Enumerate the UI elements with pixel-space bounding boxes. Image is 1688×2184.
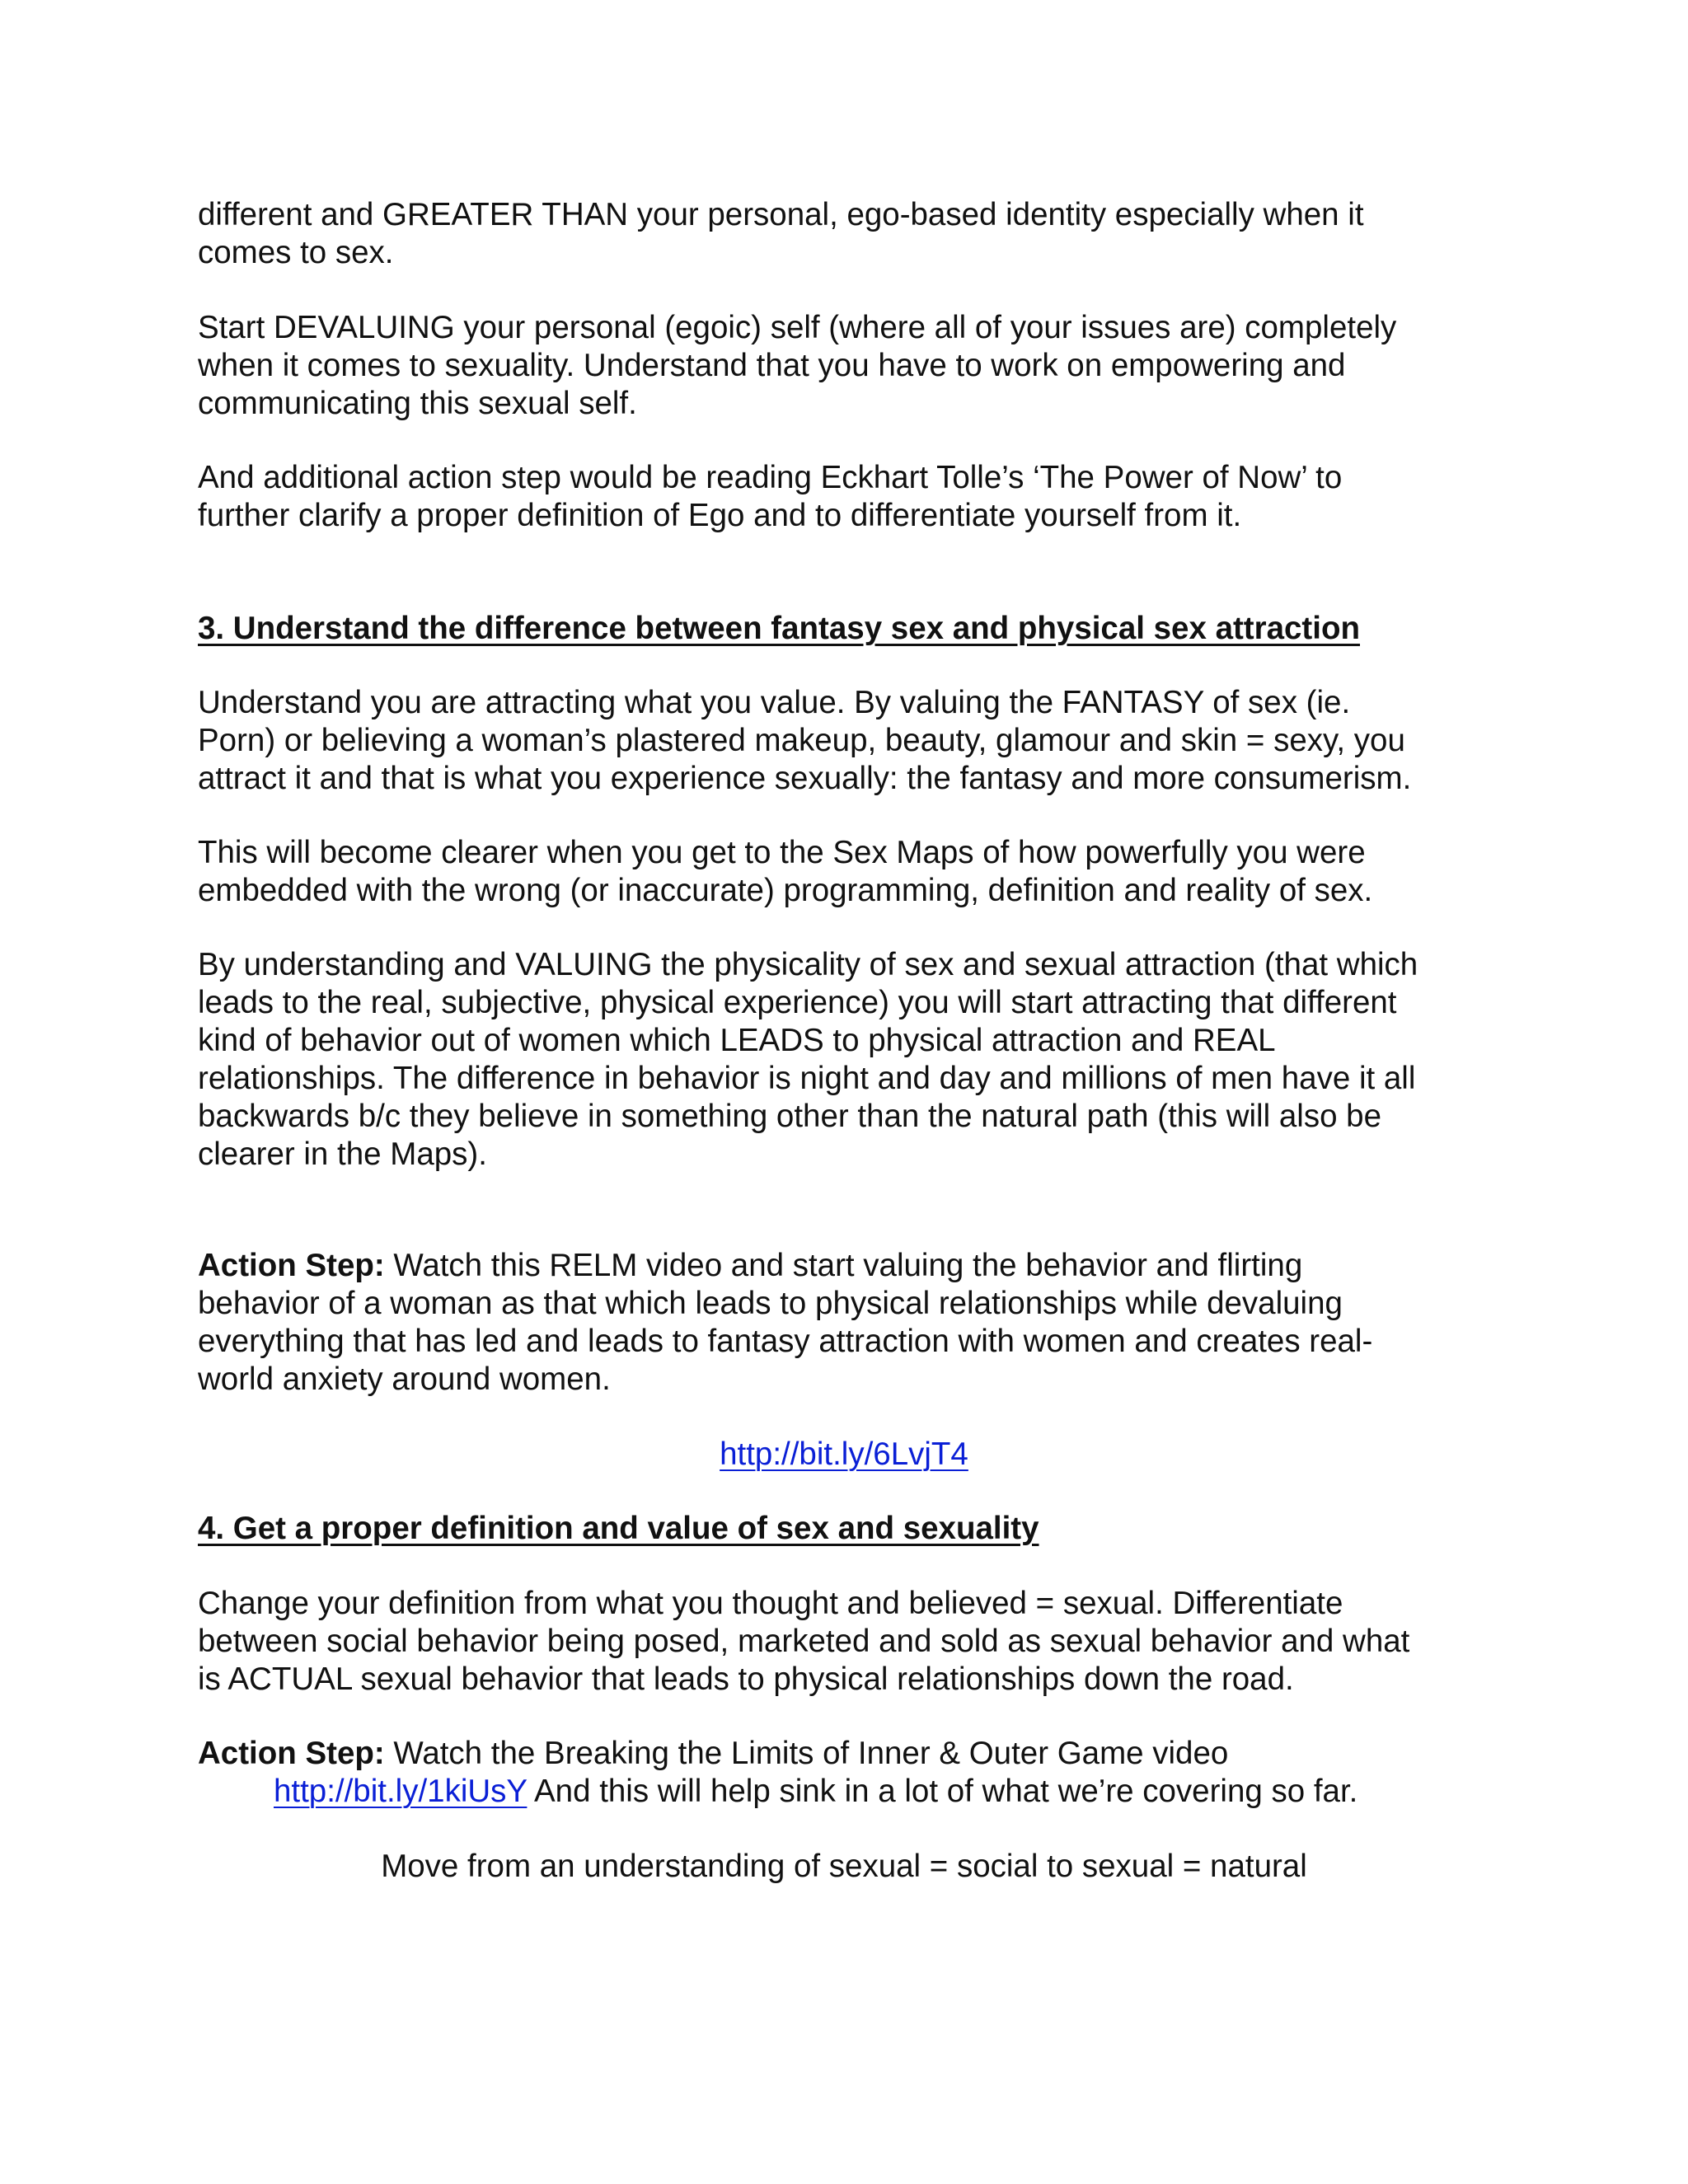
definition-line-1: Change your definition from what you thought and believed = sexual. Differentiate	[198, 1586, 1343, 1621]
relm-link-row	[0, 1436, 1688, 1474]
action-step-text: Watch this RELM video and start valuing the behavior and flirting	[384, 1248, 1303, 1283]
action-step-1-line-1	[198, 1247, 1302, 1285]
section-3-heading: 3. Understand the difference between fantasy sex and physical sex attraction	[198, 611, 1360, 646]
action-step-2-line-2	[274, 1773, 1357, 1811]
valuing-line-2: leads to the real, subjective, physical experience) you will start attracting that different	[198, 985, 1397, 1020]
clearer-line-1: This will become clearer when you get to the Sex Maps of how powerfully you were	[198, 835, 1366, 870]
attracting-line-3: attract it and that is what you experience sexually: the fantasy and more consumerism.	[198, 761, 1412, 796]
inner-outer-game-link[interactable]: http://bit.ly/1kiUsY	[274, 1774, 528, 1809]
action-step-label: Action Step:	[198, 1736, 385, 1771]
action-step-1-line-2: behavior of a woman as that which leads to physical relationships while devaluing	[198, 1286, 1343, 1321]
valuing-line-4: relationships. The difference in behavior is night and day and millions of men have it all	[198, 1061, 1416, 1096]
action-step-1-line-3: everything that has led and leads to fantasy attraction with women and creates real-	[198, 1324, 1373, 1359]
intro-line-1: different and GREATER THAN your personal, ego-based identity especially when it	[198, 197, 1364, 232]
action-step-2-rest: And this will help sink in a lot of what we’re covering so far.	[527, 1774, 1358, 1809]
additional-line-2: further clarify a proper definition of Ego and to differentiate yourself from it.	[198, 498, 1242, 533]
additional-line-1: And additional action step would be reading Eckhart Tolle’s ‘The Power of Now’ to	[198, 460, 1343, 495]
attracting-line-2: Porn) or believing a woman’s plastered makeup, beauty, glamour and skin = sexy, you	[198, 723, 1405, 758]
intro-line-2: comes to sex.	[198, 235, 394, 270]
valuing-line-5: backwards b/c they believe in something other than the natural path (this will also be	[198, 1099, 1382, 1134]
action-step-2-line-1	[198, 1735, 1228, 1773]
valuing-line-6: clearer in the Maps).	[198, 1137, 487, 1172]
devaluing-line-3: communicating this sexual self.	[198, 386, 637, 421]
devaluing-line-2: when it comes to sexuality. Understand that you have to work on empowering and	[198, 348, 1346, 383]
definition-line-3: is ACTUAL sexual behavior that leads to physical relationships down the road.	[198, 1661, 1294, 1697]
relm-video-link[interactable]: http://bit.ly/6LvjT4	[720, 1436, 968, 1472]
action-step-label: Action Step:	[198, 1248, 385, 1283]
clearer-line-2: embedded with the wrong (or inaccurate) programming, definition and reality of sex.	[198, 873, 1373, 908]
closing-statement: Move from an understanding of sexual = social to sexual = natural	[381, 1849, 1307, 1884]
definition-line-2: between social behavior being posed, marketed and sold as sexual behavior and what	[198, 1624, 1410, 1659]
valuing-line-1: By understanding and VALUING the physicality of sex and sexual attraction (that which	[198, 947, 1418, 982]
action-step-1-line-4: world anxiety around women.	[198, 1361, 611, 1397]
action-step-text: Watch the Breaking the Limits of Inner & Outer Game video	[384, 1736, 1229, 1771]
section-4-heading: 4. Get a proper definition and value of sex and sexuality	[198, 1511, 1039, 1546]
devaluing-line-1: Start DEVALUING your personal (egoic) self (where all of your issues are) completely	[198, 310, 1397, 345]
attracting-line-1: Understand you are attracting what you value. By valuing the FANTASY of sex (ie.	[198, 685, 1351, 720]
valuing-line-3: kind of behavior out of women which LEADS to physical attraction and REAL	[198, 1023, 1276, 1058]
